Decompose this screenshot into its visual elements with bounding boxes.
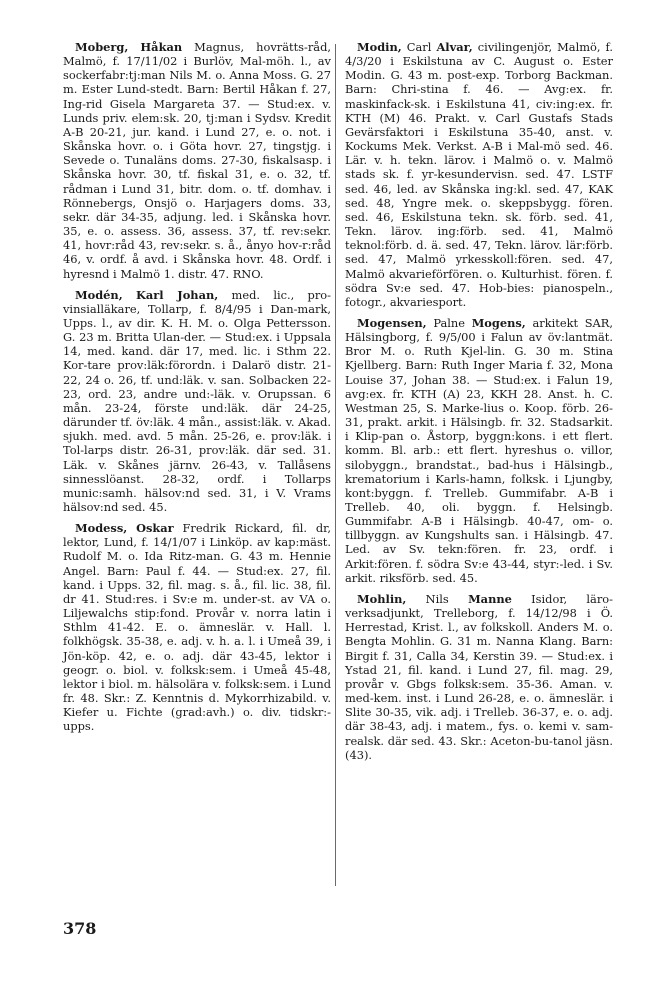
entry-surname: Modén, (75, 287, 123, 302)
entry-text: Fredrik Rickard, fil. dr, lektor, Lund, f. 14/1/07 i Linköp. av kap:mäst. Rudolf M. o. Ida Ritz-man. G. 43 m. Hennie Angel. Barn: Paul f. 44. — Stud:ex. 27, fil. kand. i Upps. 32, fil. mag. s. å., fil. lic. 38, fil. dr 41. Stud:res. i Sv:e m. under-st. av VA o. Liljewalchs stip:fond. Provår v. norra latin i Sthlm 41-42. E. o. ämneslär. v. Hall. l. folkhögsk. 35-38, e. adj. v. h. a. l. i Umeå 39, i Jön-köp. 42, e. o. adj. där 43-45, lektor i geogr. o. biol. v. folksk:sem. i Umeå 45-48, lektor i biol. m. hälsolära v. folksk:sem. i Lund fr. 48. Skr.: Z. Kenntnis d. Mykorrhizabild. v. Kiefer u. Fichte (grad:avh.) o. div. tidskr:-upps. (63, 521, 331, 734)
entry-call-name: Håkan (140, 40, 183, 54)
entry-text: Magnus, hovrätts-råd, Malmö, f. 17/11/02 i Burlöv, Mal-möh. l., av sockerfabr:tj:man Nils M. o. Anna Moss. G. 27 m. Ester Lund-stedt. Barn: Bertil Håkan f. 27, Ing-rid Gisela Margareta 37. — Stud:ex. v. Lunds priv. elem:sk. 20, tj:man i Sydsv. Kredit A-B 20-21, jur. kand. i Lund 27, e. o. not. i Skånska hovr. o. i Göta hovr. 27, tingstjg. i Sevede o. Tunaläns doms. 27-30, fiskalsasp. i Skånska hovr. 30, tf. fiskal 31, e. o. 32, tf. rådman i Lund 31, bitr. dom. o. tf. domhav. i Rönnebergs, Onsjö o. Harjagers doms. 33, sekr. där 34-35, adjung. led. i Skånska hovr. 35, e. o. assess. 36, assess. 37, tf. rev:sekr. 41, hovr:råd 43, rev:sekr. s. å., ånyo hov-r:råd 46, v. ordf. å avd. i Skånska hovr. 48. Ordf. i hyresnd i Malmö 1. distr. 47. RNO. (63, 40, 331, 281)
biography-entry-modin (345, 40, 613, 309)
entry-surname: Modess, (75, 521, 128, 536)
biography-entry-moden (63, 288, 331, 515)
entry-given-name (123, 288, 136, 302)
entry-given-name: Palne (426, 315, 472, 330)
column-divider (335, 44, 336, 886)
right-column (345, 40, 613, 769)
biography-entry-mogensen (345, 316, 613, 585)
entry-surname: Mogensen, (357, 315, 427, 330)
left-column (63, 40, 331, 741)
entry-call-name: Mogens, (471, 315, 526, 330)
biography-entry-modess (63, 521, 331, 733)
entry-text: arkitekt SAR, Hälsingborg, f. 9/5/00 i Falun av öv:lantmät. Bror M. o. Ruth Kjel-lin. G. 30 m. Stina Kjellberg. Barn: Ruth Inger Maria f. 32, Mona Louise 37, Johan 38. — Stud:ex. i Falun 19, avg:ex. fr. KTH (A) 23, KKH 28. Anst. h. C. Westman 25, S. Marke-lius o. Koop. förb. 26-31, prakt. arkit. i Hälsingb. fr. 32. Stadsarkit. i Klip-pan o. Åstorp, byggn:kons. i ett flert. komm. Bl. arb.: ett flert. hyreshus o. villor, silobyggn., brandstat., bad-hus i Hälsingb., krematorium i Karls-hamn, folksk. i Ljungby, kont:byggn. f. Trelleb. Gummifabr. A-B i Trelleb. 40, oli. byggn. f. Helsingb. Gummifabr. A-B i Hälsingb. 40-47, om- o. tillbyggn. av Kungshults san. i Hälsingb. 47. Led. av Sv. tekn:fören. fr. 23, ordf. i Arkit:fören. f. södra Sv:e 43-44, styr:-led. i Sv. arkit. riksförb. sed. 45. (345, 315, 613, 585)
entry-call-name: Karl Johan, (136, 287, 219, 302)
page-number: 378 (63, 919, 97, 938)
biography-entry-mohlin (345, 592, 613, 762)
entry-given-name (128, 40, 140, 54)
entry-given-name: Nils (406, 591, 469, 606)
entry-text: civilingenjör, Malmö, f. 4/3/20 i Eskilstuna av C. August o. Ester Modin. G. 43 m. post-exp. Torborg Backman. Barn: Chri-stina f. 46. — Avg:ex. fr. maskinfack-sk. i Eskilstuna 41, civ:ing:ex. fr. KTH (M) 46. Prakt. v. Carl Gustafs Stads Gevärsfaktori i Eskilstuna 35-40, anst. v. Kockums Mek. Verkst. A-B i Mal-mö sed. 46. Lär. v. h. tekn. lärov. i Malmö o. v. Malmö stads sk. f. yr-kesundervisn. sed. 47. LSTF sed. 46, led. av Skånska ing:kl. sed. 47, KAK sed. 48, Yngre mek. o. skeppsbygg. fören. sed. 46, Eskilstuna tekn. sk. förb. sed. 41, Tekn. lärov. ing:förb. sed. 41, Malmö teknol:förb. d. ä. sed. 47, Tekn. lärov. lär:förb. sed. 47, Malmö yrkesskoll:fören. sed. 47, Malmö akvarieförfören. o. Kulturhist. fören. f. södra Sv:e sed. 47. Hob-bies: pianospeln., fotogr., akvariesport. (345, 40, 613, 309)
entry-call-name: Manne (468, 591, 512, 606)
entry-text: Isidor, läro-verksadjunkt, Trelleborg, f. 14/12/98 i Ö. Herrestad, Krist. l., av folkskoll. Anders M. o. Bengta Mohlin. G. 31 m. Nanna Klang. Barn: Birgit f. 31, Calla 34, Kerstin 39. — Stud:ex. i Ystad 21, fil. kand. i Lund 27, fil. mag. 29, provår v. Gbgs folksk:sem. 35-36. Aman. v. med-kem. inst. i Lund 26-28, e. o. ämneslär. i Slite 30-35, vik. adj. i Trelleb. 36-37, e. o. adj. där 38-43, adj. i matem., fys. o. kemi v. sam-realsk. där sed. 43. Skr.: Aceton-bu-tanol jäsn. (43). (345, 591, 614, 762)
entry-surname: Moberg, (75, 40, 129, 54)
entry-surname: Modin, (357, 40, 402, 54)
entry-surname: Mohlin, (357, 591, 407, 606)
biography-entry-moberg (63, 40, 331, 281)
entry-text: med. lic., pro-vinsialläkare, Tollarp, f. 8/4/95 i Dan-mark, Upps. l., av dir. K. H. M. o. Olga Pettersson. G. 23 m. Britta Ulan-der. — Stud:ex. i Uppsala 14, med. kand. där 17, med. lic. i Sthm 22. Kor-tare prov:läk:förordn. i Dalarö distr. 21-22, 24 o. 26, tf. und:läk. v. san. Solbacken 22-23, ord. 23, andre und:-läk. v. Orupssan. 6 mån. 23-24, förste und:läk. där 24-25, därunder tf. öv:läk. 4 mån., assist:läk. v. Akad. sjukh. med. avd. 5 mån. 25-26, e. prov:läk. i Tol-larps distr. 26-31, prov:läk. där sed. 31. Läk. v. Skånes järnv. 26-43, v. Tallåsens sinnesslöanst. 28-32, ordf. i Tollarps munic:samh. hälsov:nd sed. 31, i V. Vrams hälsov:nd sed. 45. (63, 287, 331, 514)
entry-call-name: Alvar, (436, 40, 473, 54)
entry-given-name (127, 521, 136, 535)
entry-given-name: Carl (401, 40, 437, 54)
entry-call-name: Oskar (136, 521, 174, 536)
